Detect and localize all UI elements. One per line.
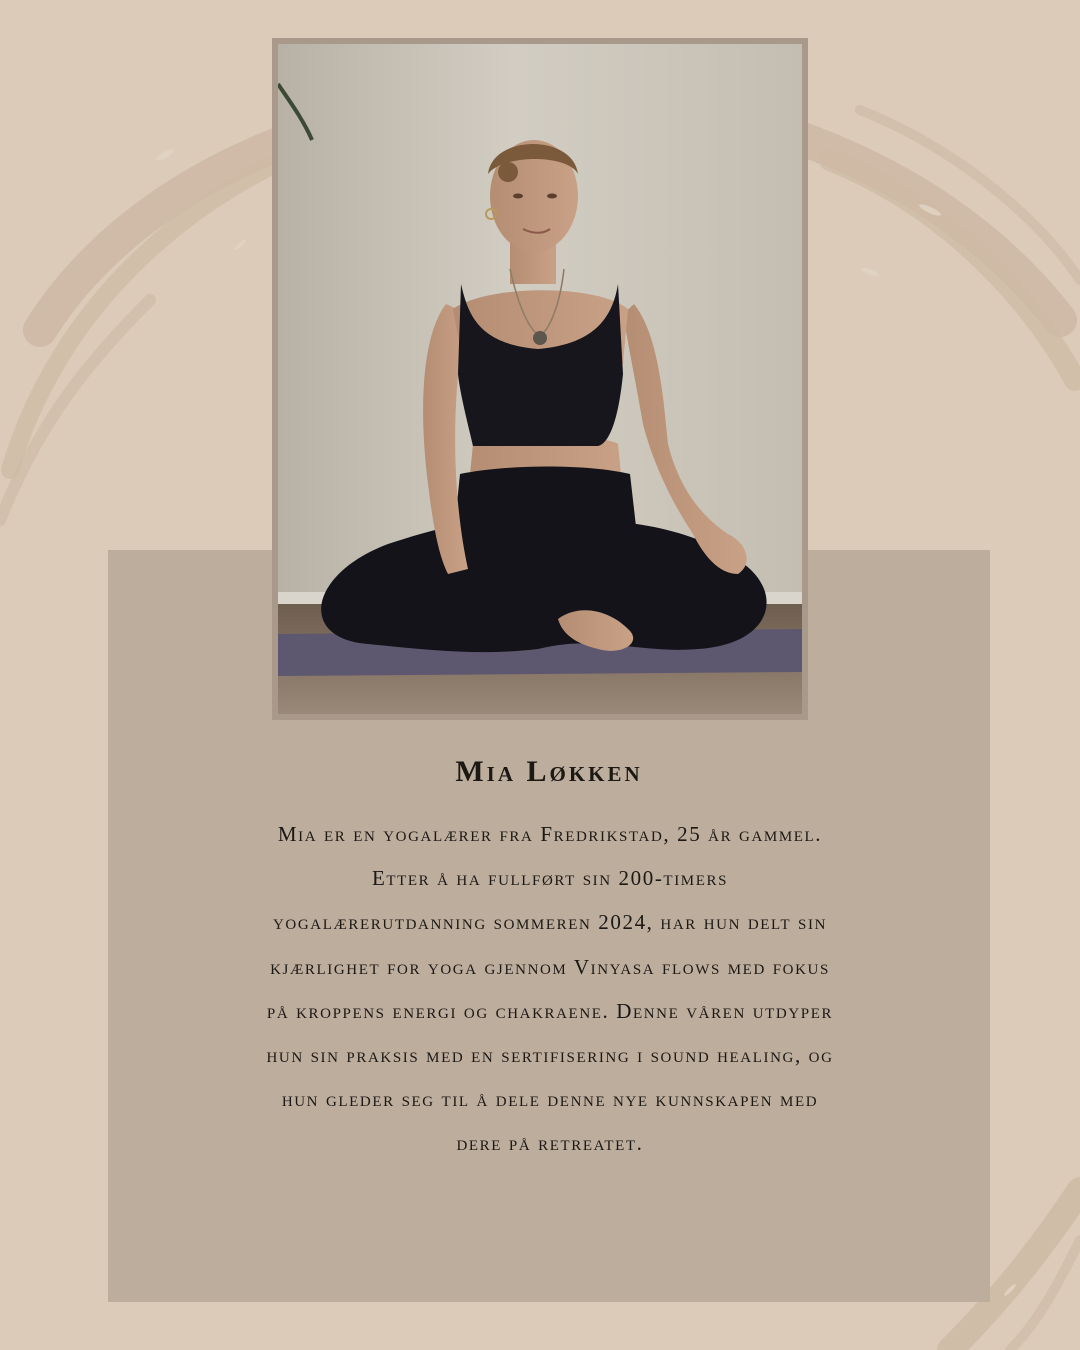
profile-name: Mia Løkken <box>455 755 643 788</box>
profile-photo-frame <box>272 38 808 720</box>
profile-bio: Mia er en yogalærer fra Fredrikstad, 25 år gammel. Etter å ha fullført sin 200-timers yogalærerutdanning sommeren 2024, har hun delt sin kjærlighet for yoga gjennom Vinyasa flows med fokus på kroppens energi og chakraene. Denne våren utdyper hun sin praksis med en sertifisering i sound healing, og hun gleder seg til å dele denne nye kunnskapen med dere på retreatet. <box>266 822 834 1156</box>
portrait-illustration <box>278 44 802 714</box>
portrait-photo <box>278 44 802 714</box>
